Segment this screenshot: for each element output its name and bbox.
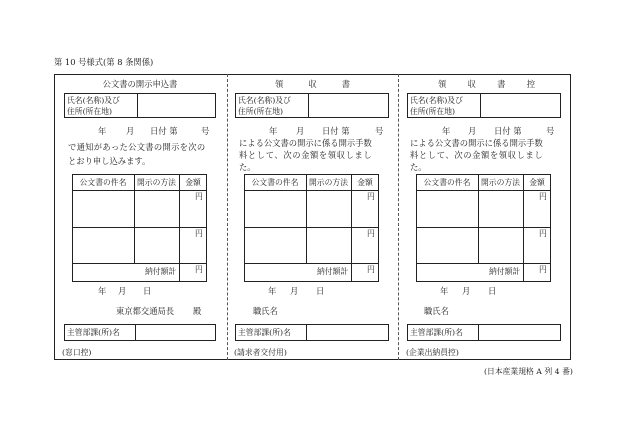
header-amount: 金額 — [185, 178, 201, 187]
addressee: 東京都交通局長 — [116, 306, 175, 316]
yen-unit: 円 — [195, 265, 203, 274]
receipt-date-day: 日 — [488, 286, 497, 296]
panel-title: 公文書の開示申込書 — [102, 79, 178, 89]
body-line-3: た。 — [410, 162, 427, 172]
date-year: 年 — [269, 126, 278, 136]
total-label: 納付額計 — [145, 267, 177, 276]
receipt-date-day: 日 — [143, 286, 152, 296]
name-label: 氏名(名称)及び — [67, 96, 120, 105]
name-label: 氏名(名称)及び — [410, 96, 463, 105]
form-number: 第 10 号様式(第 8 条関係) — [54, 57, 154, 67]
standard-note: (日本産業規格 A 列 4 番) — [484, 367, 573, 376]
yen-unit: 円 — [539, 265, 547, 274]
header-subject: 公文書の件名 — [251, 178, 299, 187]
copy-label: (請求者交付用) — [234, 348, 287, 357]
header-subject: 公文書の件名 — [79, 178, 127, 187]
receipt-date-year: 年 — [268, 286, 277, 296]
official-label: 職氏名 — [424, 306, 449, 316]
body-line-2: とおり申し込みます。 — [68, 156, 151, 166]
address-label: 住所(所在地) — [410, 107, 456, 116]
date-month: 月 — [126, 126, 135, 136]
receipt-date-month: 月 — [462, 286, 471, 296]
date-day-no: 日付 第 — [150, 126, 178, 136]
copy-label: (企業出納員控) — [406, 348, 459, 357]
yen-unit: 円 — [367, 265, 375, 274]
date-month: 月 — [468, 126, 477, 136]
body-line-1: による公文書の開示に係る開示手数 — [239, 138, 372, 148]
yen-unit: 円 — [539, 229, 547, 238]
total-label: 納付額計 — [489, 267, 521, 276]
body-line-1: で通知があった公文書の開示を次の — [68, 142, 206, 152]
official-label: 職氏名 — [253, 306, 278, 316]
dept-label: 主管部課(所)名 — [67, 328, 120, 337]
dept-label: 主管部課(所)名 — [238, 328, 291, 337]
date-day-no: 日付 第 — [494, 126, 522, 136]
date-number: 号 — [375, 126, 384, 136]
yen-unit: 円 — [195, 229, 203, 238]
copy-label: (窓口控) — [62, 348, 92, 357]
body-line-1: による公文書の開示に係る開示手数 — [410, 138, 543, 148]
receipt-date-month: 月 — [290, 286, 299, 296]
receipt-date-day: 日 — [316, 286, 325, 296]
total-label: 納付額計 — [317, 267, 349, 276]
receipt-date-year: 年 — [98, 286, 107, 296]
receipt-date-month: 月 — [118, 286, 127, 296]
body-line-2: 料として、次の金額を領収しまし — [239, 150, 373, 160]
date-month: 月 — [296, 126, 305, 136]
header-amount: 金額 — [357, 178, 373, 187]
date-year: 年 — [442, 126, 451, 136]
yen-unit: 円 — [367, 229, 375, 238]
cut-line-2 — [398, 74, 399, 360]
date-number: 号 — [201, 126, 210, 136]
header-method: 開示の方法 — [137, 178, 176, 187]
receipt-date-year: 年 — [440, 286, 449, 296]
panel-title: 領 収 書 控 — [438, 79, 535, 89]
yen-unit: 円 — [367, 192, 375, 201]
body-line-3: た。 — [239, 162, 256, 172]
addressee-honorific: 殿 — [193, 306, 202, 316]
header-method: 開示の方法 — [309, 178, 348, 187]
header-subject: 公文書の件名 — [423, 178, 471, 187]
date-day-no: 日付 第 — [322, 126, 350, 136]
date-year: 年 — [98, 126, 107, 136]
header-method: 開示の方法 — [481, 178, 520, 187]
header-amount: 金額 — [529, 178, 545, 187]
name-label: 氏名(名称)及び — [238, 96, 291, 105]
cut-line-1 — [227, 74, 228, 360]
yen-unit: 円 — [195, 192, 203, 201]
yen-unit: 円 — [539, 192, 547, 201]
body-line-2: 料として、次の金額を領収しまし — [410, 150, 544, 160]
date-number: 号 — [546, 126, 555, 136]
dept-label: 主管部課(所)名 — [410, 328, 463, 337]
address-label: 住所(所在地) — [238, 107, 284, 116]
panel-title: 領 収 書 — [275, 79, 350, 89]
address-label: 住所(所在地) — [67, 107, 113, 116]
